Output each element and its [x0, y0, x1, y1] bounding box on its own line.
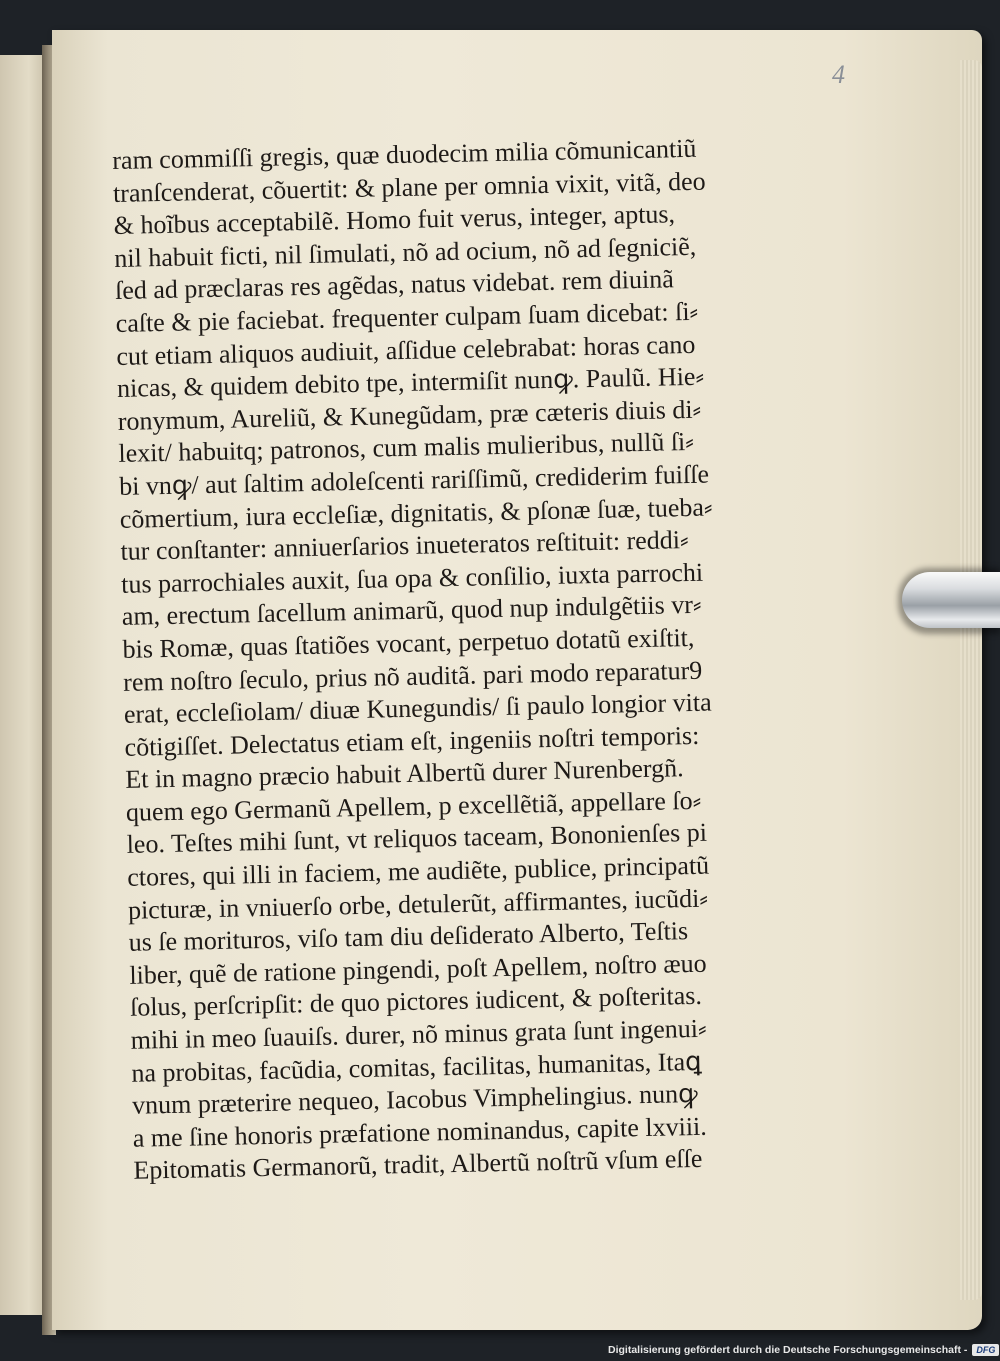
text-line: cut etiam aliquos audiuit, aſſidue celebrabat: horas cano [116, 329, 696, 371]
text-line: mihi in meo ſuauiſs. durer, nõ minus grata ſunt ingenui⸗ [130, 1013, 707, 1055]
text-line: ronymum, Aureliũ, & Kunegũdam, præ cæteris diuis di⸗ [117, 394, 702, 436]
text-line: tur conſtanter: anniuerſarios inueteratos reſtituit: reddi⸗ [120, 525, 689, 567]
text-line: picturæ, in vniuerſo orbe, detulerũt, affirmantes, iucũdi⸗ [127, 883, 709, 925]
text-line: ſolus, perſcripſit: de quo pictores iudicent, & poſteritas. [129, 981, 703, 1023]
text-line: leo. Teſtes mihi ſunt, vt reliquos taceam, Bononienſes pi [126, 818, 708, 860]
text-line: ctores, qui illi in faciem, me audiẽte, publice, principatũ [127, 850, 710, 892]
page-stack-edge [960, 60, 982, 1300]
text-line: vnum præterire nequeo, Iacobus Vimphelingius. nunꝙ [131, 1079, 698, 1121]
dfg-logo: DFG [972, 1344, 999, 1356]
text-line: cõtigiſſet. Delectatus etiam eſt, ingeniis noſtri temporis: [124, 720, 700, 762]
text-line: us ſe morituros, viſo tam diu deſiderato Alberto, Teſtis [128, 916, 689, 958]
text-line: caſte & pie faciebat. frequenter culpam ſuam dicebat: ſi⸗ [115, 296, 699, 338]
facing-page-edge [0, 55, 48, 1315]
latin-text-block [112, 131, 794, 1188]
text-line: liber, quẽ de ratione pingendi, poſt Apellem, noſtro æuo [129, 948, 707, 990]
text-line: nicas, & quidem debito tpe, intermiſit nunꝙ. Paulũ. Hie⸗ [116, 361, 705, 404]
folio-number: 4 [832, 60, 845, 89]
text-line: bis Romæ, quas ſtatiões vocant, perpetuo dotatũ exiſtit, [122, 622, 695, 664]
text-line: ram commiſſi gregis, quæ duodecim milia cõmunicantiũ [112, 133, 697, 175]
text-line: ſed ad præclaras res agẽdas, natus videbat. rem diuinã [114, 264, 675, 306]
text-line: am, erectum ſacellum animarũ, quod nup indulgẽtiis vr⸗ [121, 590, 702, 632]
text-line: Et in magno præcio habuit Albertũ durer Nurenbergñ. [124, 753, 684, 795]
text-line: erat, eccleſiolam/ diuæ Kunegundis/ ſi paulo longior vita [123, 687, 712, 729]
text-line: cõmertium, iura eccleſiæ, dignitatis, & pſonæ ſuæ, tueba⸗ [119, 492, 713, 534]
text-line: tus parrochiales auxit, ſua opa & conſilio, iuxta parrochi [120, 557, 704, 599]
text-line: nil habuit ficti, nil ſimulati, nõ ad ocium, nõ ad ſegniciẽ, [114, 231, 697, 273]
credit-text: Digitalisierung gefördert durch die Deutsche Forschungsgemeinschaft - [608, 1344, 968, 1356]
text-line: tranſcenderat, cõuertit: & plane per omnia vixit, vitã, deo [112, 166, 706, 208]
text-line: bi vnꝙ/ aut ſaltim adoleſcenti rariſſimũ, crediderim fuiſſe [118, 459, 710, 501]
text-line: na probitas, facũdia, comitas, facilitas, humanitas, Itaꝗ [131, 1046, 702, 1088]
text-line: quem ego Germanũ Apellem, p excellẽtiã, appellare ſo⸗ [125, 785, 702, 827]
glass-page-weight [902, 572, 1000, 628]
digitization-credit [608, 1343, 999, 1357]
text-line: rem noſtro ſeculo, prius nõ auditã. pari modo reparatur9 [122, 655, 703, 697]
text-line: Epitomatis Germanorũ, tradit, Albertũ noſtrũ vſum eſſe [133, 1144, 703, 1186]
text-line: lexit/ habuitq; patronos, cum malis mulieribus, nullũ ſi⸗ [118, 427, 695, 469]
text-line: & hoĩbus acceptabilẽ. Homo fuit verus, integer, aptus, [113, 199, 676, 241]
text-line: a me ſine honoris præfatione nominandus, capite lxviii. [132, 1111, 708, 1153]
